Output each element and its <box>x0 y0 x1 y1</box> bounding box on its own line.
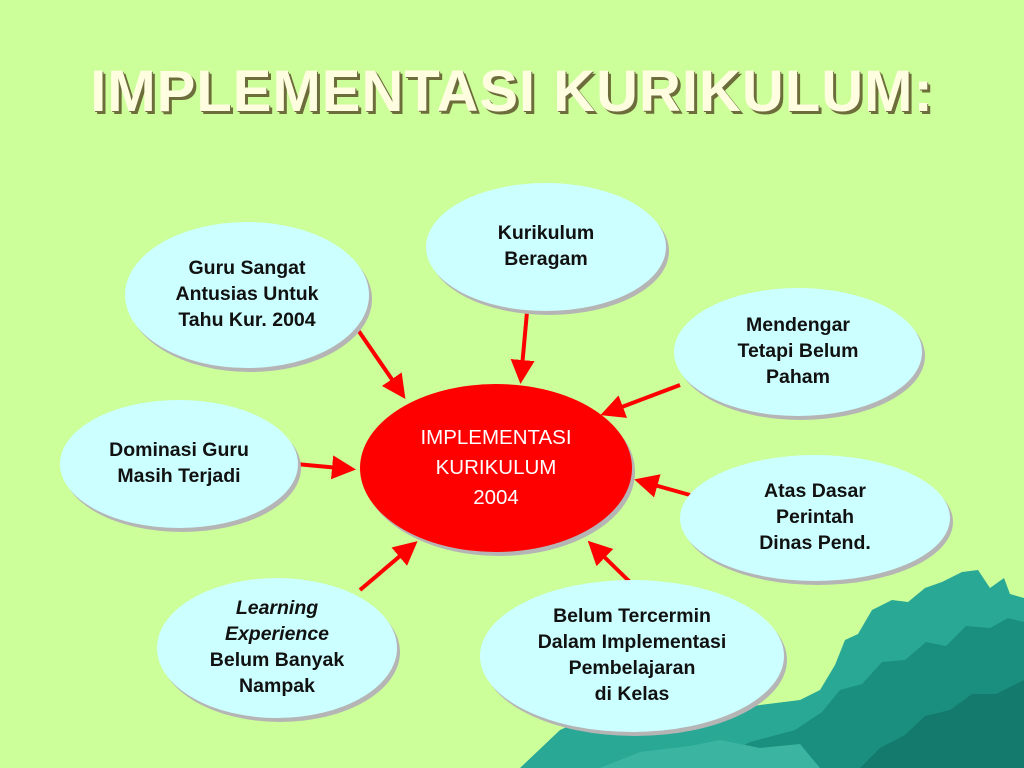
center-node <box>360 384 632 552</box>
node-guru-sangat-line-2: Antusias Untuk <box>175 283 319 306</box>
node-belum-tercermin-line-2: Dalam Implementasi <box>537 631 727 654</box>
node-guru-sangat <box>125 222 369 368</box>
node-mendengar-line-1: Mendengar <box>745 314 850 337</box>
node-atas-dasar-line-2: Perintah <box>775 506 855 529</box>
arrow-dominasi <box>296 464 350 469</box>
center-node-line-3: 2004 <box>473 485 519 509</box>
node-mendengar-line-3: Paham <box>766 365 830 388</box>
node-mendengar <box>674 288 922 416</box>
node-mendengar-line-2: Tetapi Belum <box>737 340 859 363</box>
node-learning-line-4: Nampak <box>239 674 315 697</box>
center-node-line-1: IMPLEMENTASI <box>420 426 572 450</box>
node-belum-tercermin <box>480 580 784 732</box>
node-learning-line-2: Experience <box>224 623 330 646</box>
node-dominasi-line-1: Dominasi Guru <box>109 439 249 462</box>
node-kurikulum-beragam-line-2: Beragam <box>504 248 588 270</box>
node-kurikulum-beragam-line-1: Kurikulum <box>497 222 595 245</box>
arrow-guru-sangat <box>358 330 402 394</box>
node-learning-line-1: Learning <box>235 597 319 620</box>
node-learning-line-3: Belum Banyak <box>209 649 345 671</box>
arrow-mendengar <box>606 385 680 413</box>
node-guru-sangat-line-3: Tahu Kur. 2004 <box>178 308 316 331</box>
arrow-kurikulum-beragam <box>521 312 527 378</box>
node-atas-dasar <box>680 455 950 581</box>
page-title: IMPLEMENTASI KURIKULUM: <box>90 59 934 124</box>
node-belum-tercermin-line-3: Pembelajaran <box>568 657 696 679</box>
node-guru-sangat-line-1: Guru Sangat <box>188 257 306 280</box>
node-kurikulum-beragam <box>426 183 666 311</box>
center-node-line-2: KURIKULUM <box>435 456 557 480</box>
node-learning <box>157 578 397 718</box>
node-dominasi <box>60 400 298 528</box>
node-atas-dasar-line-1: Atas Dasar <box>764 480 866 503</box>
node-dominasi-line-2: Masih Terjadi <box>117 465 241 487</box>
node-belum-tercermin-line-4: di Kelas <box>594 682 670 705</box>
node-belum-tercermin-line-1: Belum Tercermin <box>553 605 711 628</box>
arrow-learning <box>360 545 413 590</box>
node-atas-dasar-line-3: Dinas Pend. <box>759 531 871 554</box>
arrow-belum-tercermin <box>592 545 632 584</box>
arrow-atas-dasar <box>640 481 690 495</box>
